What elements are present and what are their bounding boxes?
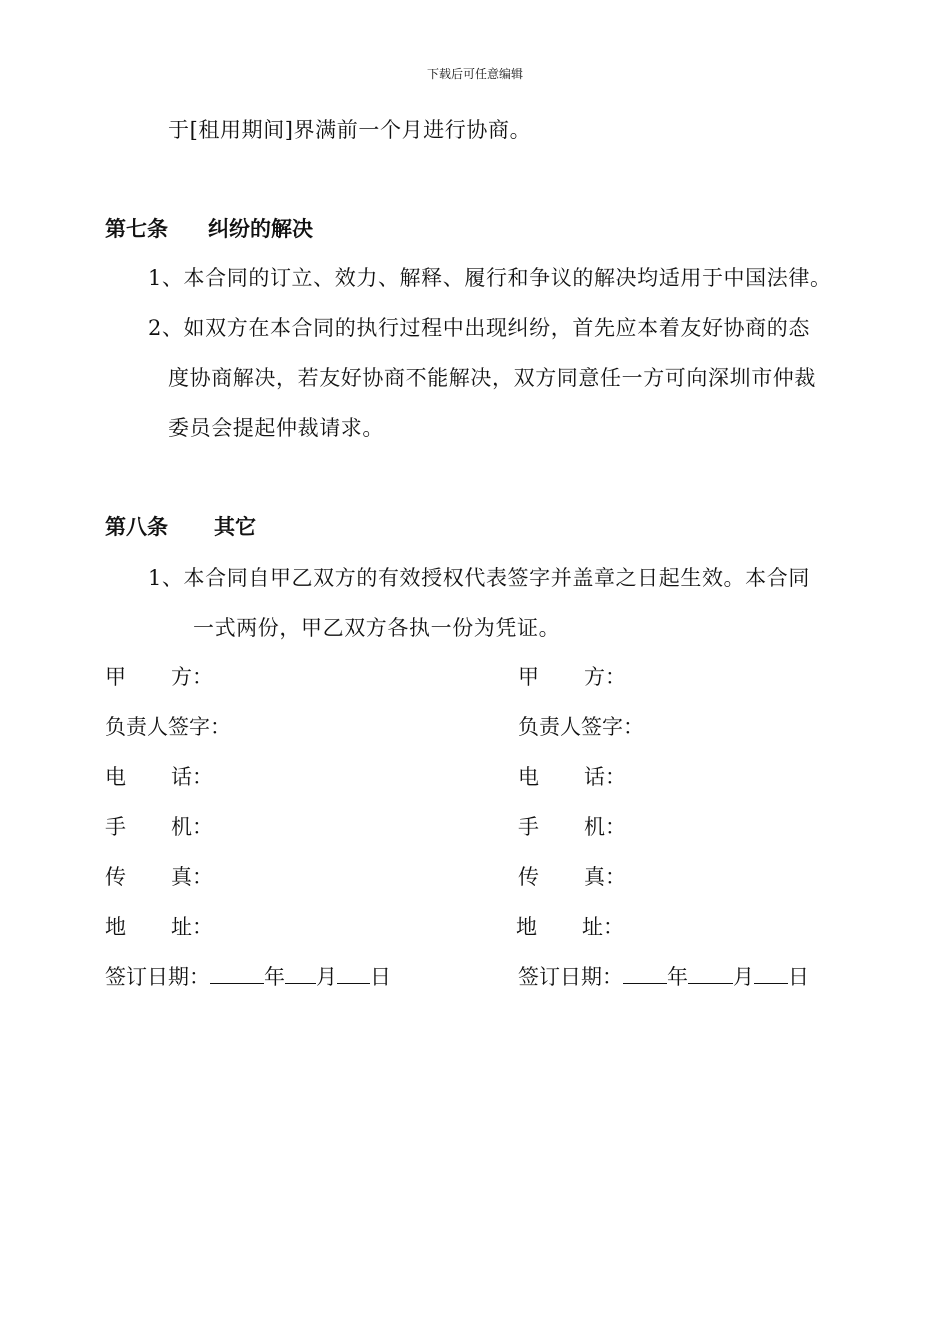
- right-mobile-char1: 手: [518, 815, 539, 839]
- right-address-char1: 地: [516, 915, 537, 939]
- left-fax-label: [105, 863, 213, 891]
- right-fax-char1: 传: [518, 865, 539, 889]
- right-date-line: [518, 963, 809, 991]
- article8-number: 第八条: [105, 515, 168, 539]
- right-day-blank[interactable]: [754, 965, 788, 984]
- left-party-a-char2: 方：: [171, 665, 213, 689]
- right-date-label: 签订日期：: [518, 965, 623, 989]
- left-day-label: 日: [370, 965, 391, 989]
- left-fax-char2: 真：: [171, 865, 213, 889]
- right-signer-label: 负责人签字：: [518, 715, 644, 739]
- right-fax-label: [518, 863, 626, 891]
- left-year-label: 年: [264, 965, 285, 989]
- left-address-char1: 地: [105, 915, 126, 939]
- right-party-a-char2: 方：: [584, 665, 626, 689]
- right-fax-char2: 真：: [584, 865, 626, 889]
- right-month-label: 月: [733, 965, 754, 989]
- right-party-a-char1: 甲: [518, 665, 539, 689]
- header-note: 下载后可任意编辑: [426, 67, 523, 81]
- left-mobile-label: [105, 813, 213, 841]
- right-address-char2: 址：: [582, 915, 624, 939]
- left-address-char2: 址：: [171, 915, 213, 939]
- article8-heading: [105, 513, 256, 541]
- right-address-label: [516, 913, 624, 941]
- right-phone-char2: 话：: [584, 765, 626, 789]
- left-phone-label: [105, 763, 213, 791]
- right-year-blank[interactable]: [623, 965, 667, 984]
- right-mobile-label: [518, 813, 626, 841]
- left-month-blank[interactable]: [285, 965, 316, 984]
- article8-title: 其它: [214, 515, 256, 539]
- article8-item1-line1: 1、本合同自甲乙双方的有效授权代表签字并盖章之日起生效。本合同: [148, 566, 810, 590]
- article7-number: 第七条: [105, 217, 168, 241]
- right-month-blank[interactable]: [688, 965, 733, 984]
- left-party-a-label: [105, 663, 213, 691]
- right-party-a-label: [518, 663, 626, 691]
- left-date-line: [105, 963, 391, 991]
- article7-heading: [105, 215, 313, 243]
- intro-line: 于[租用期间]界满前一个月进行协商。: [168, 118, 532, 142]
- right-phone-char1: 电: [518, 765, 539, 789]
- right-year-label: 年: [667, 965, 688, 989]
- right-phone-label: [518, 763, 626, 791]
- article8-item1-line2: 一式两份，甲乙双方各执一份为凭证。: [193, 616, 561, 640]
- article7-item1: 1、本合同的订立、效力、解释、履行和争议的解决均适用于中国法律。: [148, 266, 832, 290]
- article7-title: 纠纷的解决: [208, 217, 313, 241]
- left-mobile-char2: 机：: [171, 815, 213, 839]
- right-day-label: 日: [788, 965, 809, 989]
- left-phone-char2: 话：: [171, 765, 213, 789]
- left-mobile-char1: 手: [105, 815, 126, 839]
- article7-item2-line3: 委员会提起仲裁请求。: [168, 416, 384, 440]
- left-fax-char1: 传: [105, 865, 126, 889]
- left-phone-char1: 电: [105, 765, 126, 789]
- left-address-label: [105, 913, 213, 941]
- left-day-blank[interactable]: [337, 965, 370, 984]
- left-date-label: 签订日期：: [105, 965, 210, 989]
- article7-item2-line1: 2、如双方在本合同的执行过程中出现纠纷，首先应本着友好协商的态: [148, 316, 810, 340]
- right-mobile-char2: 机：: [584, 815, 626, 839]
- left-party-a-char1: 甲: [105, 665, 126, 689]
- left-month-label: 月: [316, 965, 337, 989]
- left-signer-label: 负责人签字：: [105, 715, 231, 739]
- article7-item2-line2: 度协商解决，若友好协商不能解决，双方同意任一方可向深圳市仲裁: [168, 366, 816, 390]
- left-year-blank[interactable]: [210, 965, 264, 984]
